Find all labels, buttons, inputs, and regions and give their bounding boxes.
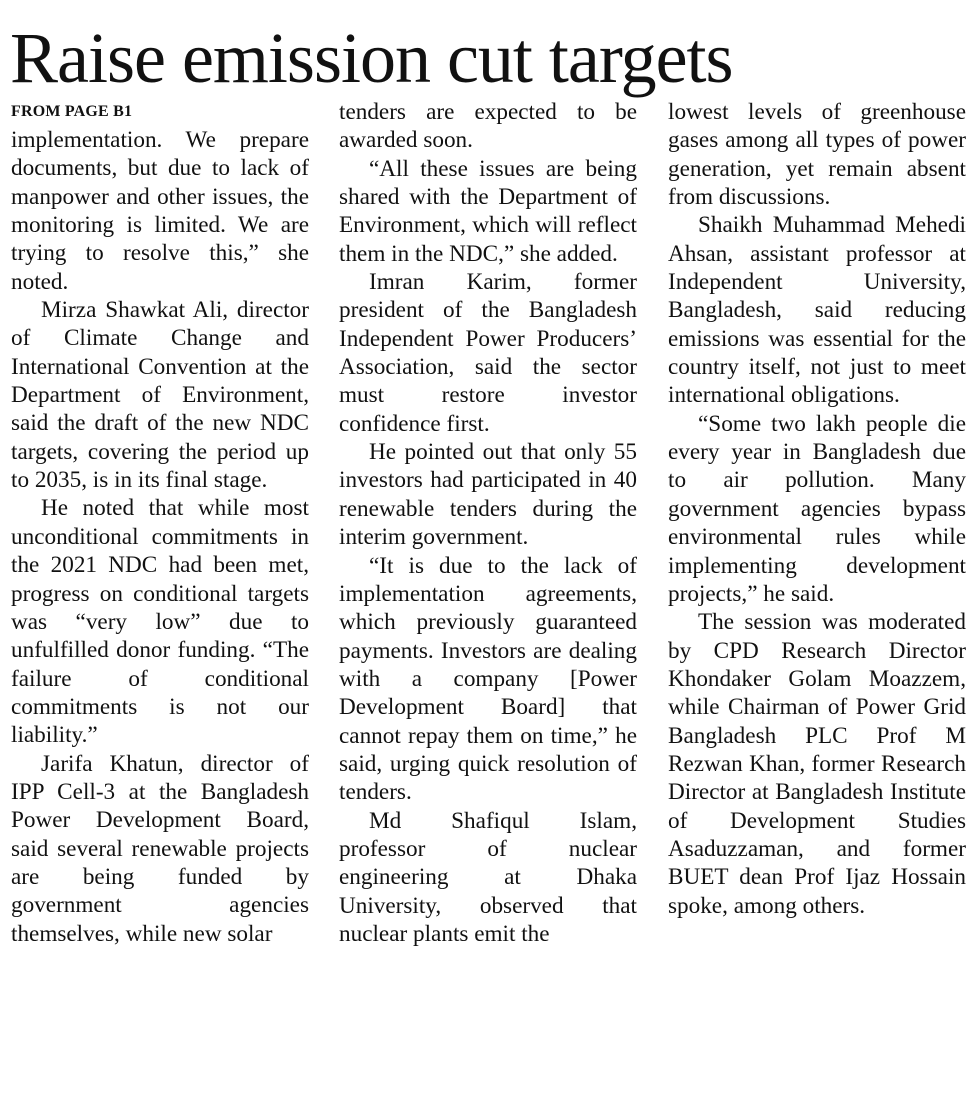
paragraph: “All these issues are being shared with the Department of Environment, which will reflect them in the NDC,” she added. (339, 155, 637, 267)
paragraph: He noted that while most unconditional commitments in the 2021 NDC had been met, progress on conditional targets was “very low” due to unfulfilled donor funding. “The failure of conditional commitments is not our liability.” (11, 495, 309, 749)
continuation-kicker: FROM PAGE B1 (11, 103, 133, 120)
paragraph: Jarifa Khatun, director of IPP Cell-3 at the Bangladesh Power Development Board, said several renewable projects are being funded by government agencies themselves, while new solar (11, 750, 309, 947)
paragraph: implementation. We prepare documents, but due to lack of manpower and other issues, the monitoring is limited. We are trying to resolve this,” she noted. (11, 127, 309, 295)
paragraph: He pointed out that only 55 investors had participated in 40 renewable tenders during the interim government. (339, 439, 637, 551)
article-column-2 (339, 98, 637, 948)
article-column-1 (11, 98, 309, 948)
headline: Raise emission cut targets (10, 18, 733, 98)
paragraph: Md Shafiqul Islam, professor of nuclear engineering at Dhaka University, observed that nuclear plants emit the (339, 807, 637, 947)
paragraph: Shaikh Muhammad Mehedi Ahsan, assistant professor at Independent University, Bangladesh, said reducing emissions was essential for the country itself, not just to meet international obligations. (668, 212, 966, 409)
paragraph: “Some two lakh people die every year in Bangladesh due to air pollution. Many government agencies bypass environmental rules while implementing development projects,” he said. (668, 410, 966, 607)
paragraph: lowest levels of greenhouse gases among all types of power generation, yet remain absent from discussions. (668, 99, 966, 211)
paragraph: Imran Karim, former president of the Bangladesh Independent Power Producers’ Association, said the sector must restore investor confidence first. (339, 269, 637, 437)
paragraph: Mirza Shawkat Ali, director of Climate Change and International Convention at the Department of Environment, said the draft of the new NDC targets, covering the period up to 2035, is in its final stage. (11, 297, 309, 494)
paragraph: The session was moderated by CPD Research Director Khondaker Golam Moazzem, while Chairman of Power Grid Bangladesh PLC Prof M Rezwan Khan, former Research Director at Bangladesh Institute of Development Studies Asaduzzaman, and former BUET dean Prof Ijaz Hossain spoke, among others. (668, 609, 966, 919)
paragraph: “It is due to the lack of implementation agreements, which previously guaranteed payments. Investors are dealing with a company [Power Development Board] that cannot repay them on time,” he said, urging quick resolution of tenders. (339, 552, 637, 806)
article-column-3 (668, 98, 966, 920)
paragraph: tenders are expected to be awarded soon. (339, 99, 637, 154)
